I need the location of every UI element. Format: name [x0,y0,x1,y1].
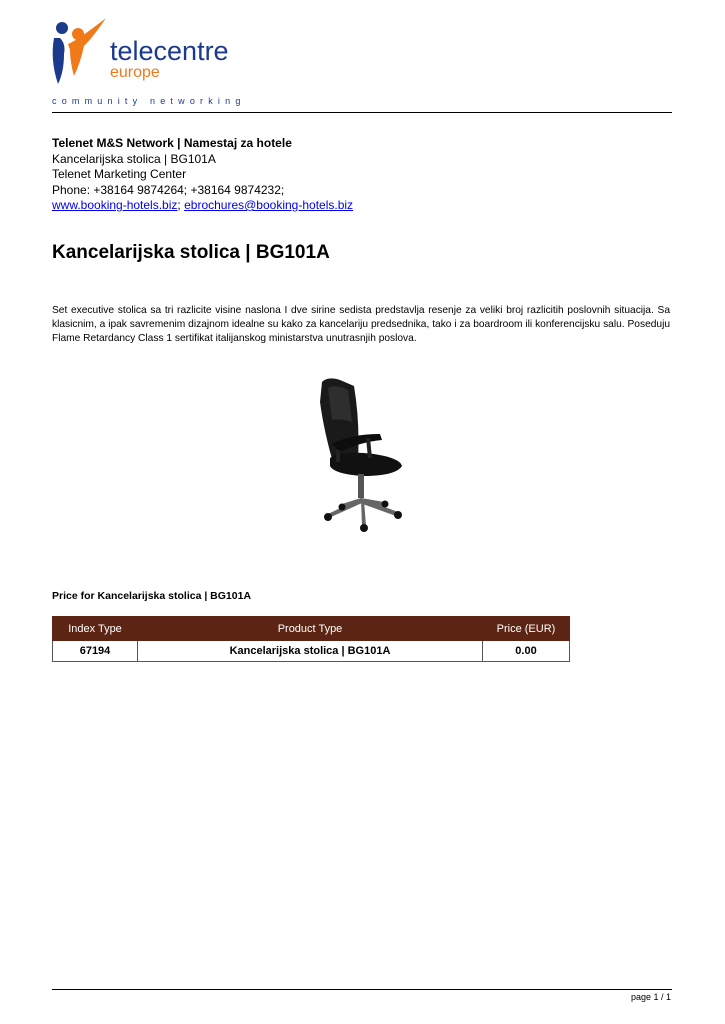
header-info [52,136,353,214]
cell-index: 67194 [53,641,138,662]
chair-image [270,362,430,544]
marketing-center: Telenet Marketing Center [52,167,187,181]
link-separator: ; [177,198,181,212]
logo-tagline: community networking [52,96,246,106]
logo-figures-icon [48,14,108,94]
column-header-product-type: Product Type [138,617,483,641]
page-number: page 1 / 1 [630,992,671,1002]
office-chair-icon [270,362,430,544]
header-divider [52,112,672,113]
price-table-header-row [53,617,570,641]
product-line: Kancelarijska stolica | BG101A [52,151,216,166]
website-link[interactable]: www.booking-hotels.biz [52,198,178,212]
cell-price: 0.00 [483,641,570,662]
product-description: Set executive stolica sa tri razlicite visine naslona I dve sirine sedista predstavlja resenje za veliki broj razlicitih poslovnih situacija. Sa klasicnim, a ipak savremenim dizajnom idealne su kako za kancelariju predsednika, tako i za boardroom ili konferencijsku salu. Poseduju Flame Retardancy Class 1 sertifikat italijanskog ministarstva unutrasnjih poslova. [52,305,670,344]
column-header-index-type: Index Type [53,617,138,641]
links-line [52,198,353,214]
column-header-price: Price (EUR) [483,617,570,641]
logo-sub-text: europe [110,64,160,81]
logo-main-text: telecentre [110,36,229,66]
company-name: Telenet M&S Network | Namestaj za hotele [52,136,292,150]
table-row [53,641,570,662]
email-link[interactable]: ebrochures@booking-hotels.biz [184,198,354,212]
cell-product: Kancelarijska stolica | BG101A [138,641,483,662]
page-title: Kancelarijska stolica | BG101A [52,242,330,263]
price-heading: Price for Kancelarijska stolica | BG101A [52,590,252,602]
footer-divider [52,989,672,990]
telecentre-logo [48,14,246,106]
price-table [52,616,570,662]
phone-numbers: Phone: +38164 9874264; +38164 9874232; [52,182,285,197]
